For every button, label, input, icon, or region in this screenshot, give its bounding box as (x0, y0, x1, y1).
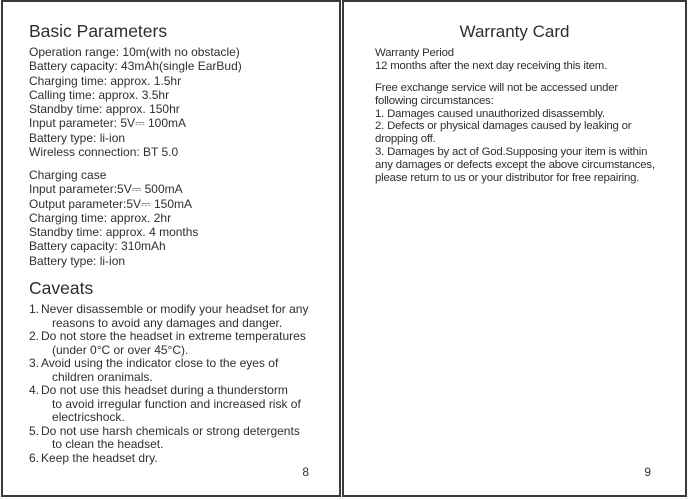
charging-case-list (29, 168, 198, 268)
parameter-line: Battery capacity: 43mAh(single EarBud) (29, 59, 242, 74)
parameter-line: Battery type: li-ion (29, 253, 126, 268)
caveat-text-continued: reasons to avoid any damages and danger. (52, 315, 283, 330)
warranty-period-label: Warranty Period (375, 47, 454, 59)
warranty-text-line: any damages or defects except the above circumstances, (375, 158, 655, 171)
caveat-text-continued: to clean the headset. (52, 437, 164, 451)
warranty-text-line: 1. Damages caused unauthorized disassembly. (375, 107, 605, 120)
parameter-line: Input parameter:5V⎓ 500mA (29, 182, 183, 197)
caveat-item (29, 357, 325, 384)
caveat-text-continued: (under 0°C or over 45°C). (52, 342, 189, 357)
caveat-item (29, 330, 325, 357)
caveat-number: 1. (29, 302, 40, 316)
caveat-text: Do not store the headset in extreme temperatures (41, 329, 306, 343)
warranty-card-heading: Warranty Card (459, 22, 570, 41)
caveat-text: Do not use this headset during a thunderstorm (41, 383, 288, 397)
manual-page-right (342, 0, 687, 497)
caveat-text: Keep the headset dry. (41, 450, 158, 465)
warranty-text-line: 2. Defects or physical damages caused by leaking or (375, 120, 632, 133)
warranty-text-line: following circumstances: (375, 94, 494, 107)
parameter-line: Standby time: approx. 150hr (29, 102, 180, 117)
warranty-text-line: dropping off. (375, 133, 436, 146)
warranty-text-line: please return to us or your distributor for free repairing. (375, 171, 640, 184)
parameter-line: Charging time: approx. 1.5hr (29, 73, 182, 88)
parameter-line: Battery type: li-ion (29, 130, 126, 145)
caveat-number: 6. (29, 450, 40, 465)
caveat-item (29, 452, 325, 466)
basic-parameters-heading: Basic Parameters (29, 21, 168, 41)
parameter-line: Input parameter: 5V⎓ 100mA (29, 116, 186, 131)
caveat-text-continued: children oranimals. (52, 369, 153, 384)
parameter-line: Battery capacity: 310mAh (29, 239, 166, 254)
caveat-number: 3. (29, 356, 40, 370)
caveats-list (29, 303, 325, 465)
parameter-line: Output parameter:5V⎓ 150mA (29, 196, 192, 211)
caveat-text: Avoid using the indicator close to the eyes of (41, 356, 279, 370)
manual-page-left (1, 0, 341, 497)
caveat-text: Never disassemble or modify your headset for any (41, 302, 309, 316)
parameter-line: Charging time: approx. 2hr (29, 210, 172, 225)
caveat-item (29, 303, 325, 330)
caveat-number: 5. (29, 423, 40, 438)
parameter-line: Standby time: approx. 4 months (29, 225, 199, 240)
parameter-line: Calling time: approx. 3.5hr (29, 87, 170, 102)
caveats-heading: Caveats (29, 278, 94, 298)
page-number: 8 (302, 465, 309, 479)
warranty-period-text: 12 months after the next day receiving this item. (375, 59, 608, 72)
warranty-text-line: 3. Damages by act of God.Supposing your item is within (375, 145, 648, 158)
caveat-number: 2. (29, 329, 40, 343)
warranty-text-line: Free exchange service will not be accessed under (375, 82, 619, 94)
caveat-text: Do not use harsh chemicals or strong detergents (41, 423, 300, 438)
caveat-number: 4. (29, 383, 40, 397)
page-number: 9 (644, 465, 651, 479)
parameter-line: Wireless connection: BT 5.0 (29, 145, 179, 160)
caveat-item (29, 425, 325, 452)
charging-case-title: Charging case (29, 168, 107, 182)
warranty-period-block (375, 47, 607, 73)
caveat-item (29, 384, 325, 425)
caveat-text-continued: to avoid irregular function and increased risk of electricshock. (52, 396, 301, 424)
warranty-circumstances-block (375, 82, 655, 184)
basic-parameters-list (29, 45, 242, 159)
parameter-line: Operation range: 10m(with no obstacle) (29, 45, 240, 59)
